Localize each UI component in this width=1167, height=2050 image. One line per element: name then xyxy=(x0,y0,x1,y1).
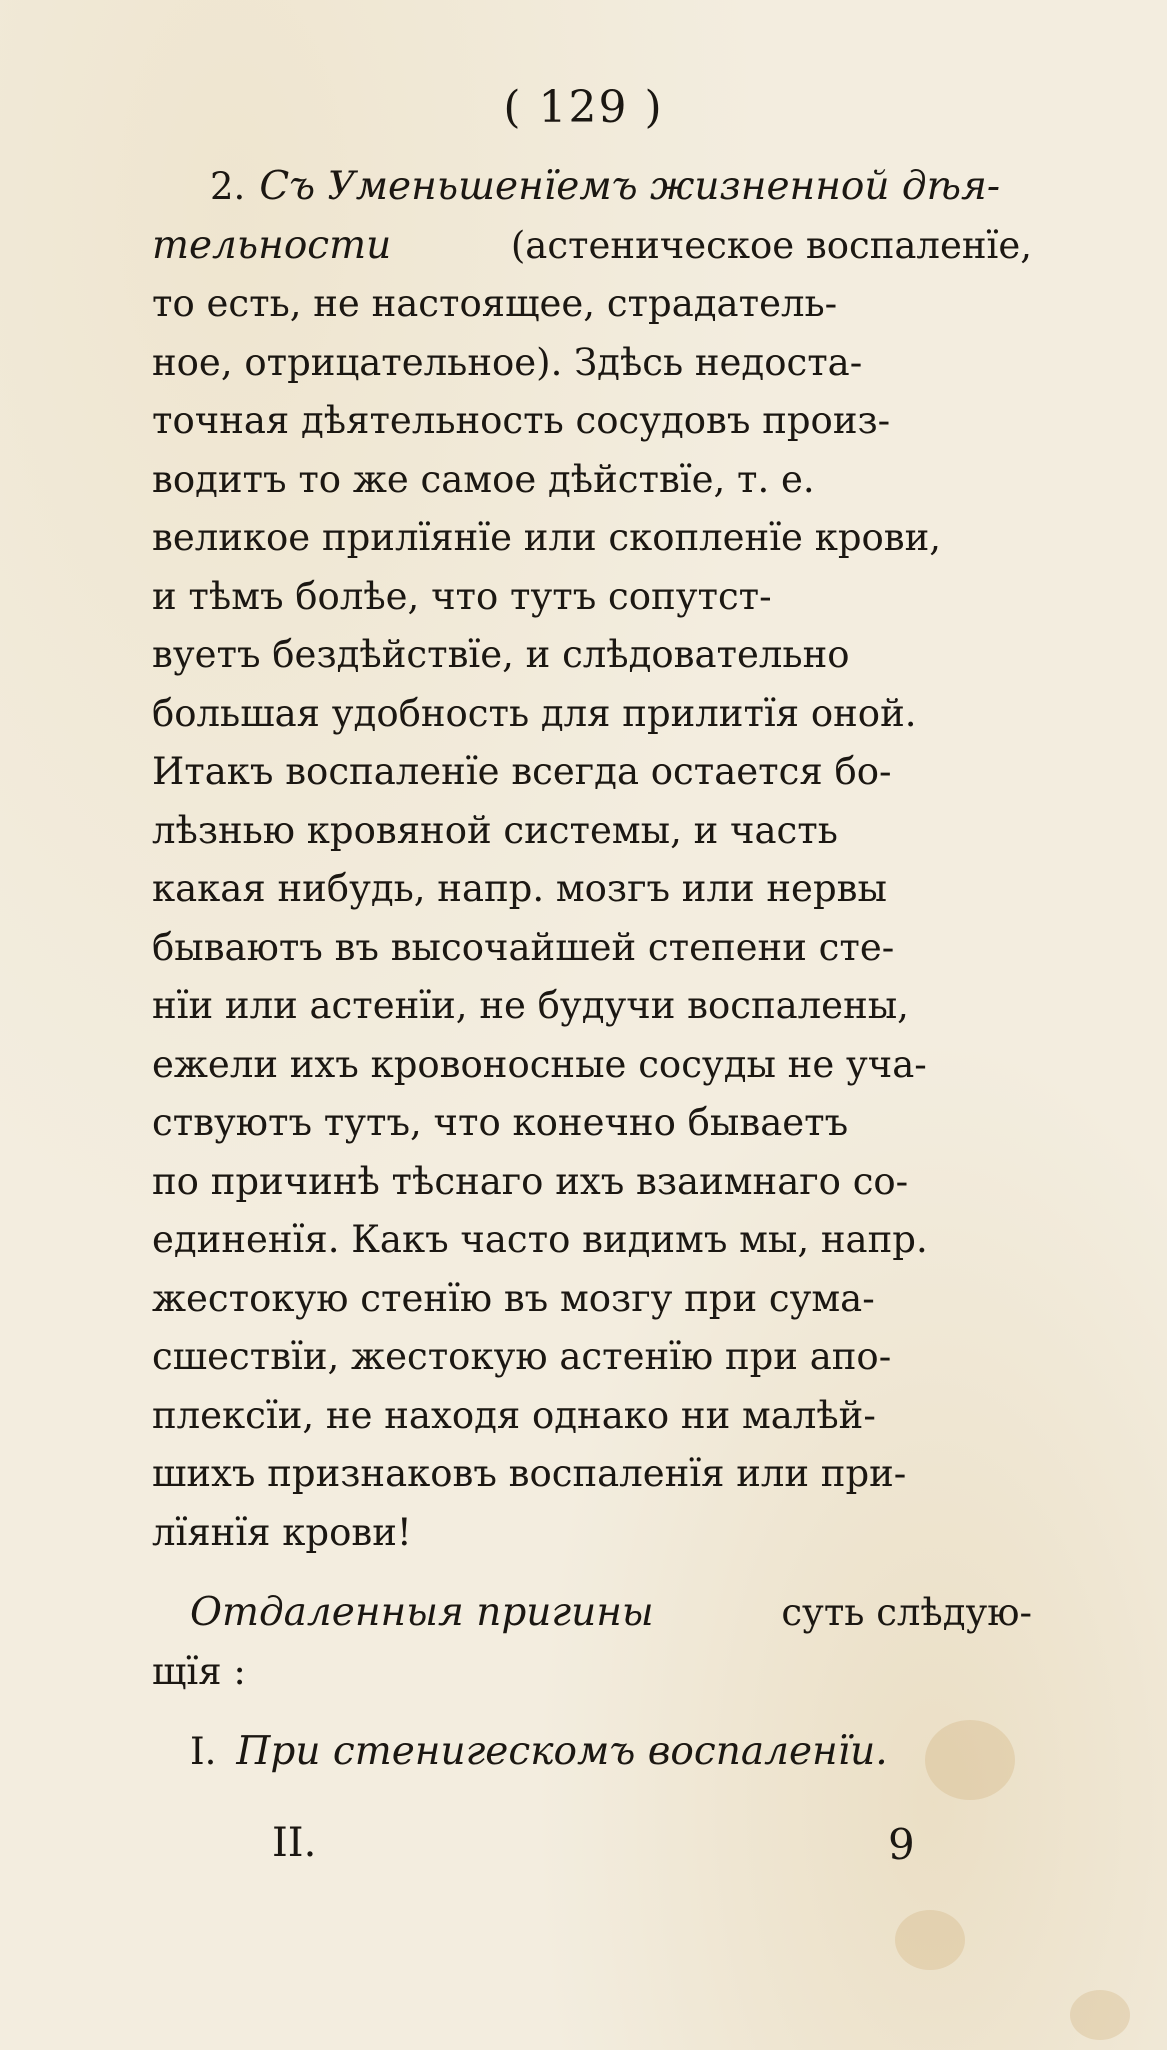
text-line: сшествїи, жестокую астенїю при апо- xyxy=(152,1335,892,1378)
page-number: ( 129 ) xyxy=(503,82,664,133)
section-heading: Съ Уменьшенїемъ жизненной дѣя- xyxy=(259,164,1001,209)
text-line xyxy=(152,1643,1032,1702)
paper-stain xyxy=(1070,1990,1130,2040)
text-line: плексїи, не находя однако ни малѣй- xyxy=(152,1393,876,1437)
text-line xyxy=(152,1504,1032,1563)
paragraph-gap xyxy=(152,1701,1032,1723)
text-line: то есть, не настоящее, страдатель- xyxy=(152,282,838,325)
text-line: лѣзнью кровяной системы, и часть xyxy=(152,808,838,852)
signature-mark: II. xyxy=(272,1820,317,1866)
item-heading: При стенигескомъ воспаленїи. xyxy=(236,1729,888,1774)
text-span: щїя : xyxy=(152,1649,246,1693)
text-line xyxy=(152,217,1032,276)
text-line: большая удобность для прилитїя оной. xyxy=(152,691,917,735)
text-line: водитъ то же самое дѣйствїе, т. е. xyxy=(152,457,815,501)
text-line: ежели ихъ кровоносные сосуды не уча- xyxy=(152,1042,927,1086)
text-span: лїянїя крови! xyxy=(152,1510,412,1554)
text-span: суть слѣдую- xyxy=(781,1591,1032,1634)
text-line: по причинѣ тѣснаго ихъ взаимнаго со- xyxy=(152,1159,909,1203)
text-line: Итакъ воспаленїе всегда остается бо- xyxy=(152,750,892,793)
text-line: вуетъ бездѣйствїе, и слѣдовательно xyxy=(152,633,850,676)
text-line: жестокую стенїю въ мозгу при сума- xyxy=(152,1276,875,1320)
text-line: точная дѣятельность сосудовъ произ- xyxy=(152,399,891,442)
page-footer xyxy=(0,1820,1167,1880)
text-line xyxy=(152,1723,1032,1782)
text-line: единенїя. Какъ часто видимъ мы, напр. xyxy=(152,1218,928,1261)
text-line: нїи или астенїи, не будучи воспалены, xyxy=(152,984,909,1027)
text-line: шихъ признаковъ воспаленїя или при- xyxy=(152,1452,907,1495)
paragraph-gap xyxy=(152,1562,1032,1584)
paragraph-heading: Отдаленныя пригины xyxy=(190,1590,654,1635)
item-numeral: I. xyxy=(190,1730,217,1773)
section-heading-continued: тельности xyxy=(152,222,392,268)
text-span: (астеническое воспаленїе, xyxy=(510,223,1032,267)
text-line: ное, отрицательное). Здѣсь недоста- xyxy=(152,340,863,384)
section-number: 2. xyxy=(210,165,246,208)
text-line: ствуютъ тутъ, что конечно бываетъ xyxy=(152,1101,849,1144)
body-text xyxy=(152,158,1032,1782)
sheet-number: 9 xyxy=(888,1820,915,1869)
text-line: какая нибудь, напр. мозгъ или нервы xyxy=(152,867,887,910)
text-line xyxy=(152,1584,1032,1643)
text-line: бываютъ въ высочайшей степени сте- xyxy=(152,925,895,969)
text-line xyxy=(152,158,1032,217)
text-line: великое прилїянїе или скопленїе крови, xyxy=(152,516,942,559)
paper-stain xyxy=(895,1910,965,1970)
text-line: и тѣмъ болѣе, что тутъ сопутст- xyxy=(152,574,772,618)
